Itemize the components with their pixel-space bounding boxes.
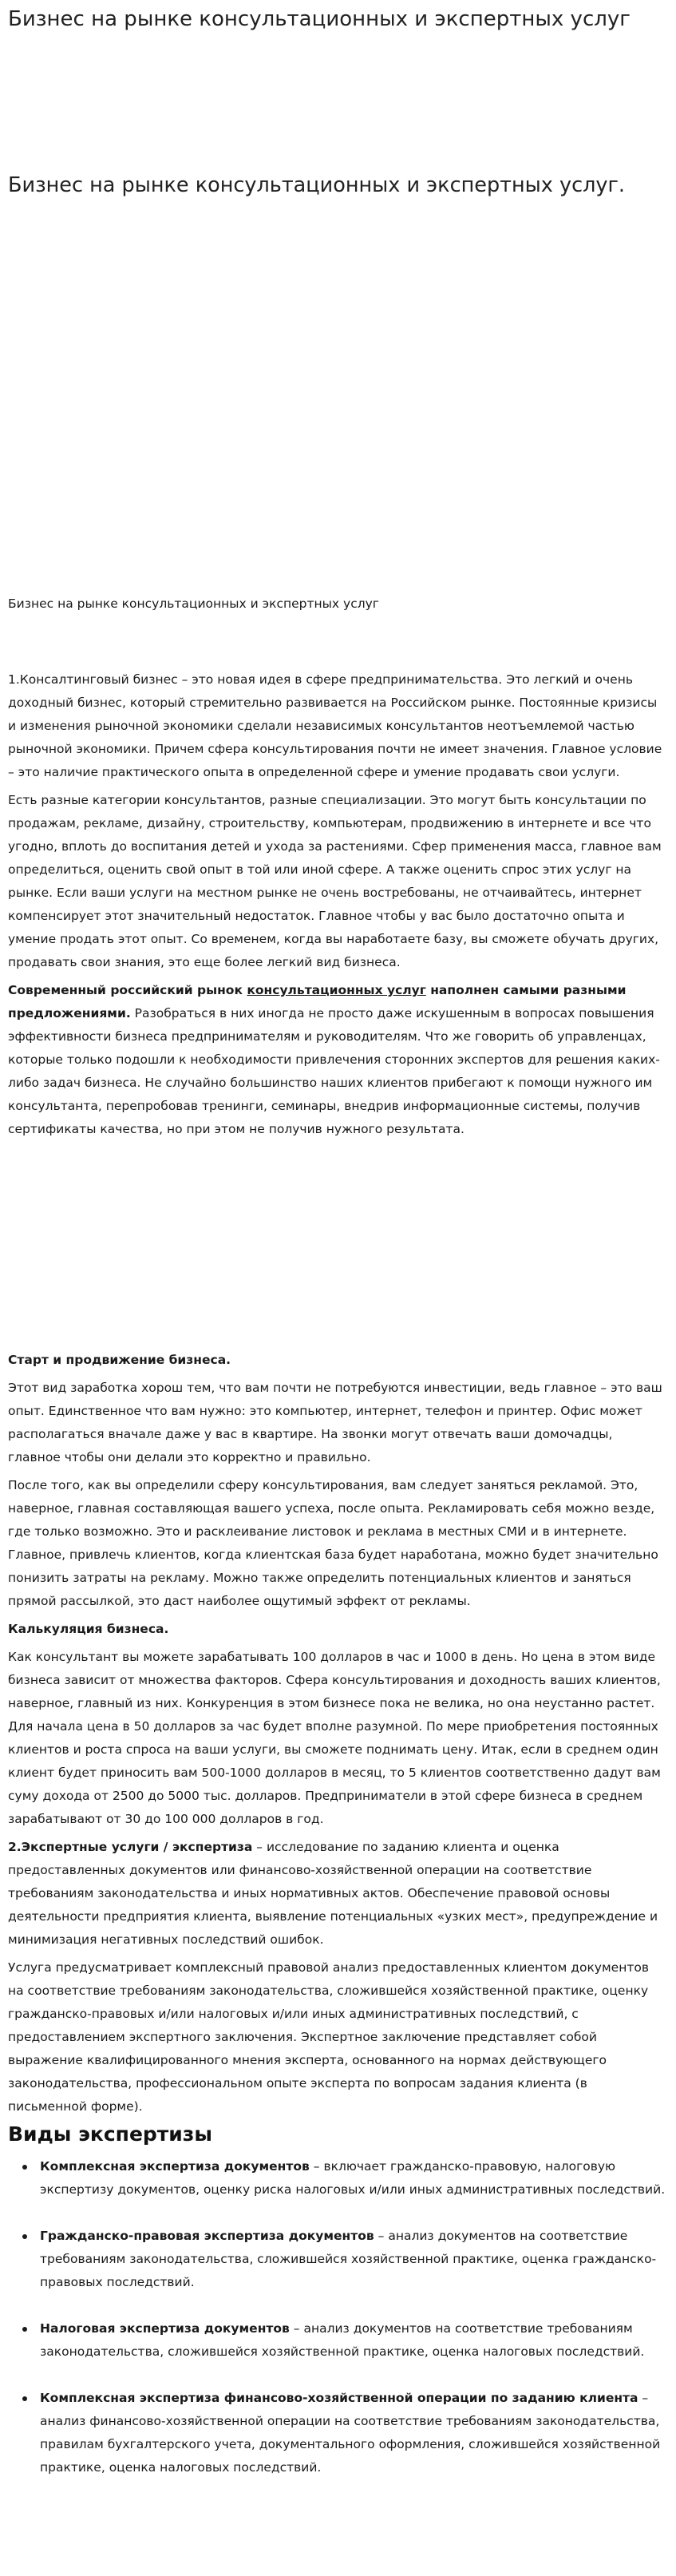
- paragraph-service-details: Услуга предусматривает комплексный правовой анализ предоставленных клиентом документов на соответствие требованиям законодательства, сложившейся хозяйственной практике, оценку гражданско-правовых и/или налоговых и/или иных административных последствий, с предоставлением экспертного заключения. Экспертное заключение представляет собой выражение квалифицированного мнения эксперта, основанного на нормах действующего законодательства, профессиональном опыте эксперта по вопросам задания клиента (в письменной форме).: [8, 1960, 649, 2114]
- heading-calculation: Калькуляция бизнеса.: [8, 1622, 169, 1636]
- heading-expertise-types: Виды экспертизы: [8, 2122, 212, 2146]
- paragraph-start: Этот вид заработка хорош тем, что вам почти не потребуются инвестиции, ведь главное – это ваш опыт. Единственное что вам нужно: это компьютер, интернет, телефон и принтер. Офис может располагаться вначале даже у вас в квартире. На звонки могут отвечать ваши домочадцы, главное чтобы они делали это корректно и правильно.: [8, 1381, 662, 1464]
- consulting-services-link[interactable]: консультационных услуг: [247, 983, 426, 997]
- paragraph-advertising: После того, как вы определили сферу консультирования, вам следует заняться рекламой. Это, наверное, главная составляющая вашего успеха, после опыта. Рекламировать себя можно везде, где только возможно. Это и расклеивание листовок и реклама в местных СМИ и в интернете. Главное, привлечь клиентов, когда клиентская база будет наработана, можно будет значительно понизить затраты на рекламу. Можно также определить потенциальных клиентов и заняться прямой рассылкой, это даст наиболее ощутимый эффект от рекламы.: [8, 1478, 658, 1608]
- expertise-types-list: [8, 2155, 667, 2479]
- paragraph-calculation: Как консультант вы можете зарабатывать 100 долларов в час и 1000 в день. Но цена в этом виде бизнеса зависит от множества факторов. Сфера консультирования и доходность ваших клиентов, наверное, главный из них. Конкуренция в этом бизнесе пока не велика, но она неустанно растет. Для начала цена в 50 долларов за час будет вполне разумной. По мере приобретения постоянных клиентов и роста спроса на ваши услуги, вы сможете поднимать цену. Итак, если в среднем один клиент будет приносить вам 500-1000 долларов в месяц, то 5 клиентов соответственно дадут вам суму дохода от 2500 до 5000 тыс. долларов. Предприниматели в этой сфере бизнеса в среднем зарабатывают от 30 до 100 000 долларов в год.: [8, 1650, 661, 1826]
- paragraph-expert-services: [8, 1836, 667, 1952]
- paragraph-consulting-intro: 1.Консалтинговый бизнес – это новая идея в сфере предпринимательства. Это легкий и очень доходный бизнес, который стремительно развивается на Российском рынке. Постоянные кризисы и изменения рыночной экономики сделали независимых консультантов неотъемлемой частью рыночной экономики. Причем сфера консультирования почти не имеет значения. Главное условие – это наличие практического опыта в определенной сфере и умение продавать свои услуги.: [8, 672, 662, 779]
- expertise-type-text: – анализ документов на соответствие требованиям законодательства, сложившейся хозяйственной практике, оценка гражданско-правовых последствий.: [40, 2229, 657, 2289]
- expertise-type-title: Комплексная экспертиза финансово-хозяйственной операции по заданию клиента: [40, 2391, 638, 2405]
- paragraph-russian-market: [8, 979, 667, 1141]
- article-body-intro: [8, 668, 667, 1141]
- list-item: [40, 2317, 667, 2364]
- list-item: [40, 2387, 667, 2479]
- market-bold-tail: наполнен самыми разными предложениями.: [8, 983, 627, 1020]
- expertise-type-title: Гражданско-правовая экспертиза документов: [40, 2229, 374, 2243]
- expert-services-text: – исследование по заданию клиента и оценка предоставленных документов или финансово-хозяйственной операции на соответствие требованиям законодательства и иных нормативных актов. Обеспечение правовой основы деятельности предприятия клиента, выявление потенциальных «узких мест», предупреждение и минимизация негативных последствий ошибок.: [8, 1840, 658, 1947]
- expert-services-bold: 2.Экспертные услуги / экспертиза: [8, 1840, 253, 1854]
- expertise-type-title: Налоговая экспертиза документов: [40, 2321, 290, 2336]
- expertise-type-text: – включает гражданско-правовую, налоговую экспертизу документов, оценку риска налоговых и/или иных административных последствий.: [40, 2159, 666, 2197]
- article-body-main: [8, 1349, 667, 2479]
- expertise-type-title: Комплексная экспертиза документов: [40, 2159, 310, 2174]
- expertise-type-text: – анализ документов на соответствие требованиям законодательства, сложившейся хозяйственной практике, оценка налоговых последствий.: [40, 2321, 645, 2359]
- list-item: [40, 2155, 667, 2201]
- expertise-type-text: – анализ финансово-хозяйственной операции на соответствие требованиям законодательства, правилам бухгалтерского учета, документального оформления, сложившейся хозяйственной практике, оценка налоговых последствий.: [40, 2391, 661, 2475]
- heading-start-promotion: Старт и продвижение бизнеса.: [8, 1353, 231, 1367]
- paragraph-consultant-categories: Есть разные категории консультантов, разные специализации. Это могут быть консультации по продажам, рекламе, дизайну, строительству, компьютерам, продвижению в интернете и все что угодно, вплоть до воспитания детей и ухода за растениями. Сфер применения масса, главное вам определиться, оценить свой опыт в той или иной сфере. А также оценить спрос этих услуг на рынке. Если ваши услуги на местном рынке не очень востребованы, не отчаивайтесь, интернет компенсирует этот значительный недостаток. Главное чтобы у вас было достаточно опыта и умение продать этот опыт. Со временем, когда вы наработаете базу, вы сможете обучать других, продавать свои знания, это еще более легкий вид бизнеса.: [8, 793, 662, 969]
- article-headline: Бизнес на рынке консультационных и экспертных услуг.: [8, 173, 626, 197]
- site-title: Бизнес на рынке консультационных и экспертных услуг: [8, 7, 631, 31]
- list-item: [40, 2225, 667, 2294]
- market-text: Разобраться в них иногда не просто даже искушенным в вопросах повышения эффективности бизнеса предпринимателям и руководителям. Что же говорить об управленцах, которые только подошли к необходимости привлечения сторонних экспертов для решения каких-либо задач бизнеса. Не случайно большинство наших клиентов прибегают к помощи нужного им консультанта, перепробовав тренинги, семинары, внедрив информационные системы, получив сертификаты качества, но при этом не получив нужного результата.: [8, 1006, 660, 1136]
- article-subtitle: Бизнес на рынке консультационных и экспертных услуг: [8, 596, 379, 611]
- market-bold-lead: Современный российский рынок: [8, 983, 247, 997]
